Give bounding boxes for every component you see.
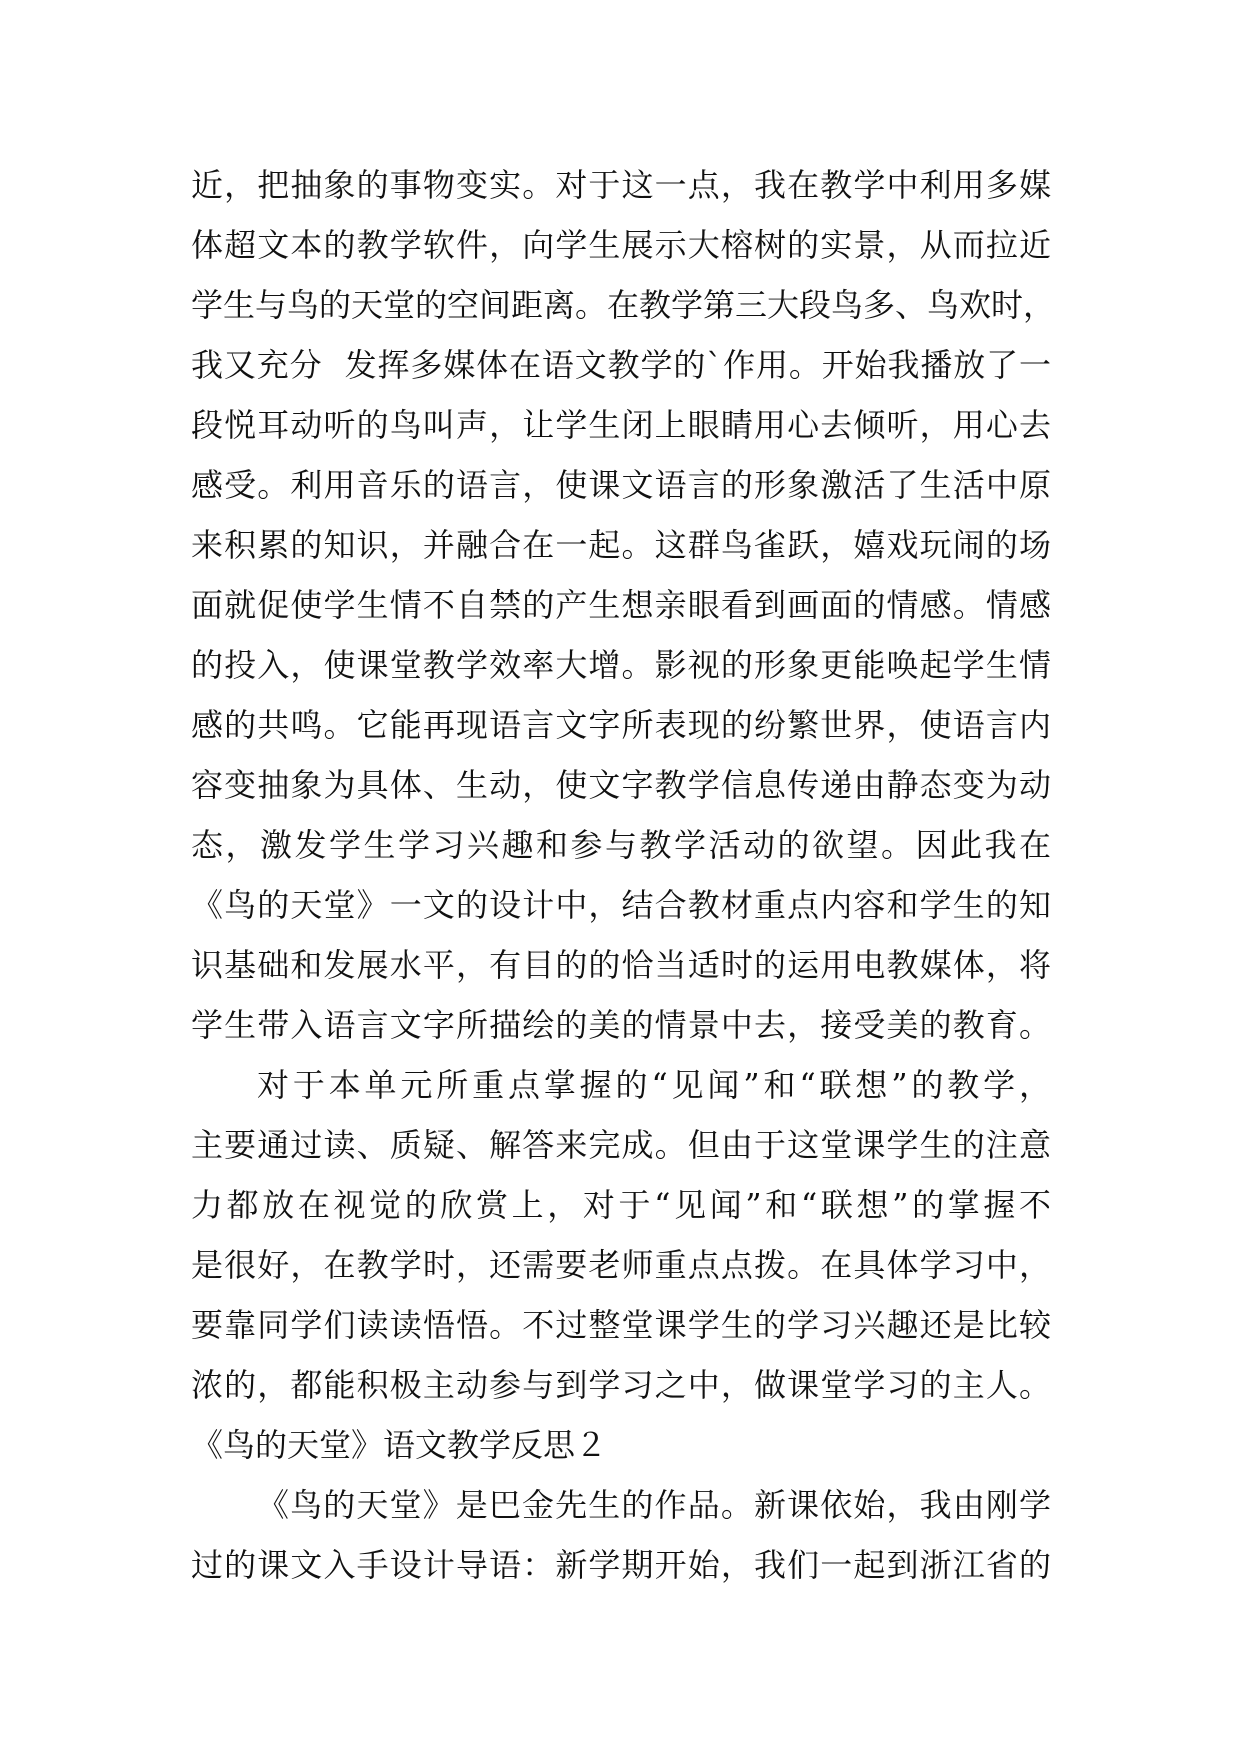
text-line: 过的课文入手设计导语：新学期开始，我们一起到浙江省的	[191, 1546, 1051, 1584]
text-line: 力都放在视觉的欣赏上，对于“见闻”和“联想”的掌握不	[191, 1186, 1051, 1224]
text-line: 态，激发学生学习兴趣和参与教学活动的欲望。因此我在	[191, 826, 1051, 864]
section-heading: 《鸟的天堂》语文教学反思２	[191, 1426, 608, 1464]
text-line: 《鸟的天堂》一文的设计中，结合教材重点内容和学生的知	[191, 886, 1051, 924]
text-line: 学生带入语言文字所描绘的美的情景中去，接受美的教育。	[191, 1006, 1051, 1044]
paragraph-first-line: 《鸟的天堂》是巴金先生的作品。新课依始，我由刚学	[257, 1486, 1051, 1524]
text-line: 是很好，在教学时，还需要老师重点点拨。在具体学习中，	[191, 1246, 1051, 1284]
text-line: 我又充分 发挥多媒体在语文教学的`作用。开始我播放了一	[191, 346, 1051, 384]
text-line: 面就促使学生情不自禁的产生想亲眼看到画面的情感。情感	[191, 586, 1051, 624]
text-line: 要靠同学们读读悟悟。不过整堂课学生的学习兴趣还是比较	[191, 1306, 1051, 1344]
text-line: 近，把抽象的事物变实。对于这一点，我在教学中利用多媒	[191, 166, 1051, 204]
text-line: 识基础和发展水平，有目的的恰当适时的运用电教媒体，将	[191, 946, 1051, 984]
text-line: 来积累的知识，并融合在一起。这群鸟雀跃，嬉戏玩闹的场	[191, 526, 1051, 564]
text-line: 主要通过读、质疑、解答来完成。但由于这堂课学生的注意	[191, 1126, 1051, 1164]
document-body	[191, 155, 1056, 1595]
text-line: 容变抽象为具体、生动，使文字教学信息传递由静态变为动	[191, 766, 1051, 804]
text-line: 感的共鸣。它能再现语言文字所表现的纷繁世界，使语言内	[191, 706, 1051, 744]
text-line: 感受。利用音乐的语言，使课文语言的形象激活了生活中原	[191, 466, 1051, 504]
paragraph-first-line: 对于本单元所重点掌握的“见闻”和“联想”的教学，	[257, 1066, 1051, 1104]
text-line: 浓的，都能积极主动参与到学习之中，做课堂学习的主人。	[191, 1366, 1051, 1404]
text-line: 体超文本的教学软件，向学生展示大榕树的实景，从而拉近	[191, 226, 1051, 264]
text-line: 学生与鸟的天堂的空间距离。在教学第三大段鸟多、鸟欢时，	[191, 286, 1056, 324]
text-line: 的投入，使课堂教学效率大增。影视的形象更能唤起学生情	[191, 646, 1051, 684]
text-line: 段悦耳动听的鸟叫声，让学生闭上眼睛用心去倾听，用心去	[191, 406, 1051, 444]
